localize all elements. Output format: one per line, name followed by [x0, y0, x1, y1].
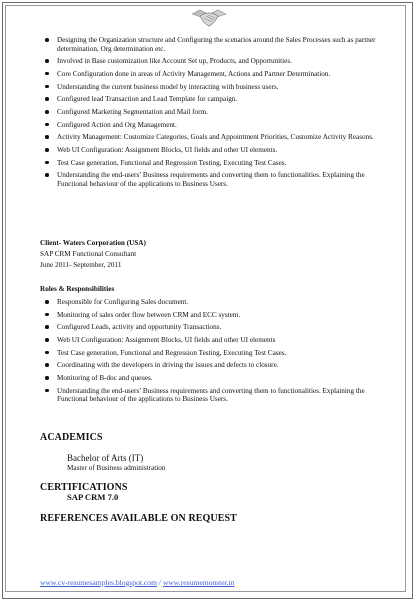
list-item-text: Configured Action and Org Management.: [57, 120, 177, 129]
bullet-icon: [45, 123, 49, 127]
footer-separator: /: [156, 578, 163, 587]
roles-heading: Roles & Responsibilities: [40, 285, 115, 293]
bullet-icon: [45, 110, 49, 114]
list-item-text: Configured Marketing Segmentation and Mail form.: [57, 108, 208, 117]
list-item: [0, 70, 418, 79]
list-item: [0, 57, 418, 66]
client-role: SAP CRM Functional Consultant: [40, 250, 137, 258]
list-item: [0, 361, 418, 370]
list-item: [0, 108, 418, 117]
list-item-text: Designing the Organization structure and Configuring the scenarios around the Sales Processes such as partner determination, Org determination etc.: [57, 36, 376, 53]
client2-bullet-list: [0, 298, 418, 408]
list-item: [0, 171, 418, 188]
bullet-icon: [45, 59, 49, 63]
project1-bullet-list: [0, 36, 418, 193]
degree-bachelor: Bachelor of Arts (IT): [67, 453, 144, 463]
bullet-icon: [45, 351, 49, 355]
client-name: Client- Waters Corporation (USA): [40, 239, 146, 247]
list-item-text: Responsible for Configuring Sales document.: [57, 298, 189, 306]
list-item-text: Core Configuration done in areas of Activity Management, Actions and Partner Determination.: [57, 69, 331, 78]
list-item-text: Coordinating with the developers in driving the issues and defects to closure.: [57, 361, 279, 370]
academics-heading: ACADEMICS: [40, 432, 103, 443]
list-item: [0, 36, 418, 53]
bullet-icon: [45, 376, 49, 380]
bullet-icon: [45, 97, 49, 101]
bullet-icon: [45, 38, 49, 42]
certifications-heading: CERTIFICATIONS: [40, 482, 128, 493]
footer-links: [40, 578, 235, 587]
list-item: [0, 387, 418, 404]
list-item-text: Web UI Configuration: Assignment Blocks, UI fields and other UI elements: [57, 336, 276, 345]
list-item: [0, 159, 418, 168]
list-item-text: Activity Management: Customize Categories, Goals and Appointment Priorities, Customize Activity Reasons.: [57, 133, 374, 142]
bullet-icon: [45, 313, 49, 317]
bullet-icon: [45, 173, 49, 177]
footer-link-resumemonster[interactable]: www.resumemonster.in: [162, 578, 235, 587]
list-item-text: Involved in Base customization like Account Set up, Products, and Opportunities.: [57, 57, 292, 66]
list-item: [0, 298, 418, 307]
list-item: [0, 311, 418, 320]
bullet-icon: [45, 325, 49, 329]
list-item: [0, 121, 418, 130]
list-item-text: Test Case generation, Functional and Regression Testing, Executing Test Cases.: [57, 158, 287, 167]
list-item-text: Understanding the current business model by interacting with business users.: [57, 82, 279, 91]
bullet-icon: [45, 161, 49, 165]
list-item: [0, 146, 418, 155]
handshake-icon: [190, 6, 228, 30]
bullet-icon: [45, 363, 49, 367]
bullet-icon: [45, 135, 49, 139]
references-heading: REFERENCES AVAILABLE ON REQUEST: [40, 513, 237, 524]
list-item: [0, 133, 418, 142]
degree-master: Master of Business administration: [67, 464, 166, 472]
bullet-icon: [45, 85, 49, 89]
list-item-text: Monitoring of sales order flow between CRM and ECC system.: [57, 310, 241, 319]
list-item: [0, 336, 418, 345]
list-item-text: Monitoring of B-doc and queues.: [57, 374, 153, 383]
list-item-text: Understanding the end-users’ Business requirements and converting them to functionalities. Explaining the Functional behaviour of the applications to Business Users.: [57, 386, 365, 404]
bullet-icon: [45, 389, 49, 393]
list-item: [0, 83, 418, 92]
list-item: [0, 323, 418, 332]
bullet-icon: [45, 72, 49, 76]
list-item-text: Configured lead Transaction and Lead Template for campaign.: [57, 95, 238, 104]
client-period: June 2011- September, 2011: [40, 261, 122, 269]
list-item-text: Configured Leads, activity and opportunity Transactions.: [57, 323, 222, 332]
list-item: [0, 349, 418, 358]
bullet-icon: [45, 338, 49, 342]
list-item-text: Test Case generation, Functional and Regression Testing, Executing Test Cases.: [57, 348, 287, 357]
footer-link-cv-resumesamples[interactable]: www.cv-resumesamples.blogspot.com: [40, 578, 157, 587]
bullet-icon: [45, 300, 49, 304]
list-item-text: Web UI Configuration: Assignment Blocks, UI fields and other UI elements.: [57, 146, 278, 155]
certification-item: SAP CRM 7.0: [67, 492, 119, 502]
list-item-text: Understanding the end-users’ Business requirements and converting them to functionalities. Explaining the Functional behaviour of the applications to Business Users.: [57, 171, 365, 189]
bullet-icon: [45, 148, 49, 152]
list-item: [0, 374, 418, 383]
list-item: [0, 95, 418, 104]
